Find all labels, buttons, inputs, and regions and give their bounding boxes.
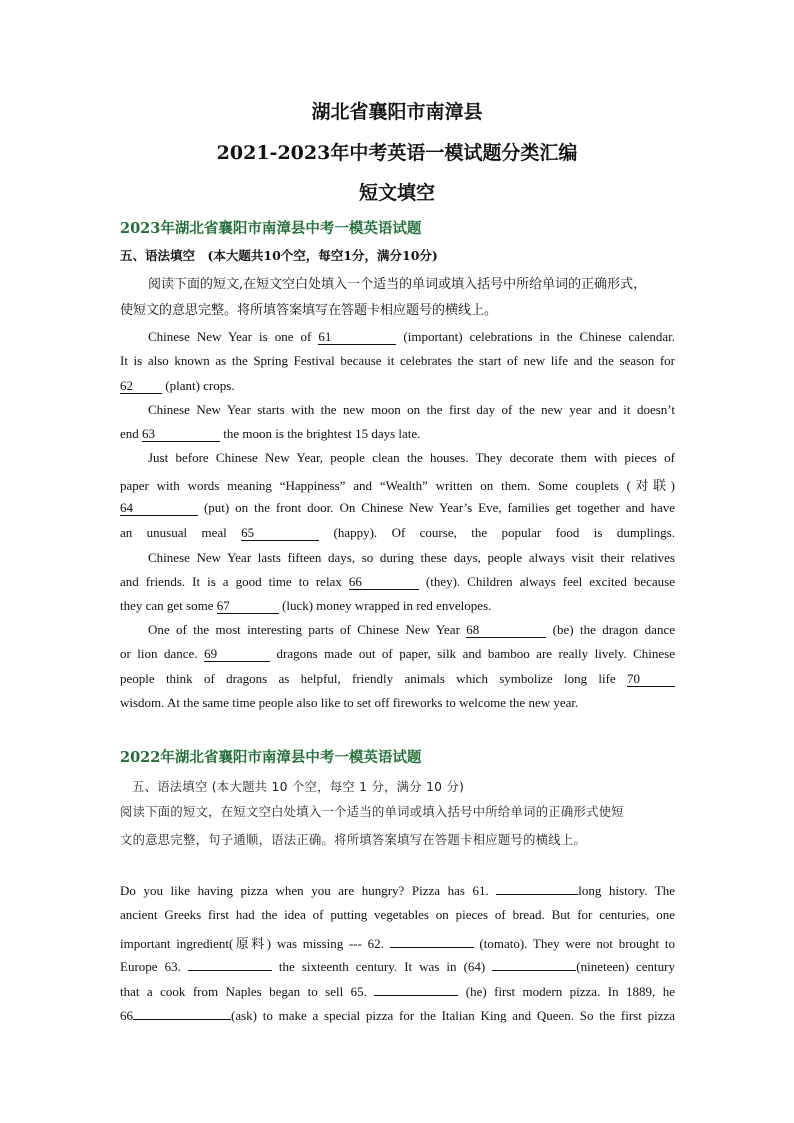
answer-blank-62[interactable]: 62: [120, 379, 162, 394]
passage-text: (put) on the front door. On Chinese New Year’s Eve, families get together and have: [198, 500, 675, 515]
passage-text: (important) celebrations in the Chinese calendar.: [396, 329, 676, 344]
passage-2023-line: [148, 450, 675, 466]
passage-text: (they). Children always feel excited because: [418, 574, 675, 589]
passage-2023-line: [148, 329, 675, 345]
passage-text: the sixteenth century. It was in (64): [271, 959, 493, 974]
passage-2023-line: [120, 574, 675, 590]
passage-text: 66: [120, 1008, 133, 1023]
passage-2023-line: [148, 622, 675, 638]
answer-blank-63[interactable]: 63: [142, 427, 220, 442]
passage-text: the moon is the brightest 15 days late.: [220, 426, 421, 441]
answer-blank-68[interactable]: 68: [466, 623, 546, 638]
passage-2023-line: [120, 695, 675, 711]
section-2022-directions-1: 阅读下面的短文，在短文空白处填入一个适当的单词或填入括号中所给单词的正确形式使短: [120, 805, 624, 819]
passage-text: Just before Chinese New Year, people clean the houses. They decorate them with pieces of: [148, 450, 675, 465]
passage-text: ancient Greeks first had the idea of putting vegetables on pieces of bread. But for centuries, one: [120, 907, 675, 922]
answer-blank[interactable]: [188, 970, 272, 971]
section-2023-directions-2: 使短文的意思完整。将所填答案填写在答题卡相应题号的横线上。: [120, 303, 498, 318]
answer-blank-67[interactable]: 67: [217, 599, 279, 614]
passage-text: It is also known as the Spring Festival because it celebrates the start of new life and the season for: [120, 353, 675, 368]
passage-2023-line: [148, 550, 675, 566]
section-2023-instruction: 五、语法填空 (本大题共10个空，每空1分，满分10分): [120, 248, 438, 263]
passage-2023-line: [120, 598, 675, 614]
passage-text: (ask) to make a special pizza for the Italian King and Queen. So the first pizza: [231, 1008, 675, 1023]
passage-text: (be) the dragon dance: [546, 622, 675, 637]
passage-text: or lion dance.: [120, 646, 205, 661]
passage-2023-line: [120, 671, 675, 687]
answer-blank-69[interactable]: 69: [204, 647, 270, 662]
passage-text: Europe 63.: [120, 959, 188, 974]
passage-text: Do you like having pizza when you are hungry? Pizza has 61.: [120, 883, 497, 898]
section-2023-heading: 2023年湖北省襄阳市南漳县中考一模英语试题: [120, 220, 422, 237]
passage-text: (tomato). They were not brought to: [473, 936, 675, 951]
passage-text: (he) first modern pizza. In 1889, he: [458, 984, 675, 999]
passage-text: wisdom. At the same time people also like to set off fireworks to welcome the new year.: [120, 695, 579, 710]
answer-blank-64[interactable]: 64: [120, 501, 198, 516]
passage-text: (nineteen) century: [576, 959, 675, 974]
passage-2022-line: [120, 1008, 675, 1024]
passage-text: dragons made out of paper, silk and bamboo are really lively. Chinese: [270, 646, 675, 661]
answer-blank-61[interactable]: 61: [318, 330, 396, 345]
section-2022-directions-2: 文的意思完整，句子通顺，语法正确。将所填答案填写在答题卡相应题号的横线上。: [120, 833, 587, 847]
answer-blank[interactable]: [492, 970, 576, 971]
passage-2023-line: [120, 500, 675, 516]
passage-2023-line: [120, 475, 675, 494]
passage-text: (plant) crops.: [162, 378, 235, 393]
passage-text: (luck) money wrapped in red envelopes.: [278, 598, 492, 613]
passage-text: they can get some: [120, 598, 217, 613]
passage-2022-line: [120, 959, 675, 975]
passage-2023-line: [120, 646, 675, 662]
passage-text: people think of dragons as helpful, friendly animals which symbolize long life: [120, 671, 627, 686]
passage-2022-line: [120, 984, 675, 1000]
passage-text: that a cook from Naples began to sell 65.: [120, 984, 375, 999]
answer-blank[interactable]: [496, 894, 578, 895]
passage-2023-line: [120, 525, 675, 541]
answer-blank[interactable]: [133, 1019, 231, 1020]
passage-2022-line: [120, 883, 675, 899]
passage-text: Chinese New Year starts with the new moon on the first day of the new year and it doesn’t: [148, 402, 675, 417]
passage-text: Chinese New Year lasts fifteen days, so during these days, people always visit their relatives: [148, 550, 675, 565]
section-2023-directions-1: 阅读下面的短文,在短文空白处填入一个适当的单词或填入括号中所给单词的正确形式，: [148, 277, 647, 292]
doc-title-subject: 2021-2023年中考英语一模试题分类汇编: [216, 142, 578, 164]
answer-blank[interactable]: [390, 947, 474, 948]
passage-text: important ingredient(原料) was missing --- 62.: [120, 936, 390, 951]
answer-blank[interactable]: [374, 995, 458, 996]
passage-text: One of the most interesting parts of Chinese New Year: [148, 622, 467, 637]
passage-2022-line: [120, 907, 675, 923]
passage-2023-line: [148, 402, 675, 418]
passage-2023-line: [120, 426, 675, 442]
passage-text: an unusual meal: [120, 525, 242, 540]
passage-text: (happy). Of course, the popular food is dumplings.: [319, 525, 675, 540]
passage-2023-line: [120, 378, 675, 394]
passage-text: paper with words meaning “Happiness” and “Wealth” written on them. Some couplets (对联): [120, 478, 675, 493]
passage-2022-line: [120, 933, 675, 952]
doc-title-region: 湖北省襄阳市南漳县: [311, 101, 483, 123]
passage-text: and friends. It is a good time to relax: [120, 574, 349, 589]
passage-text: long history. The: [578, 883, 676, 898]
section-2022-instruction: 五、语法填空 (本大题共 10 个空，每空 1 分，满分 10 分): [132, 780, 465, 794]
passage-text: end: [120, 426, 143, 441]
section-2022-heading: 2022年湖北省襄阳市南漳县中考一模英语试题: [120, 749, 422, 766]
passage-2023-line: [120, 353, 675, 369]
passage-text: Chinese New Year is one of: [148, 329, 319, 344]
answer-blank-65[interactable]: 65: [241, 526, 319, 541]
answer-blank-66[interactable]: 66: [349, 575, 419, 590]
answer-blank-70[interactable]: 70: [627, 672, 675, 687]
doc-title-section: 短文填空: [358, 182, 435, 204]
